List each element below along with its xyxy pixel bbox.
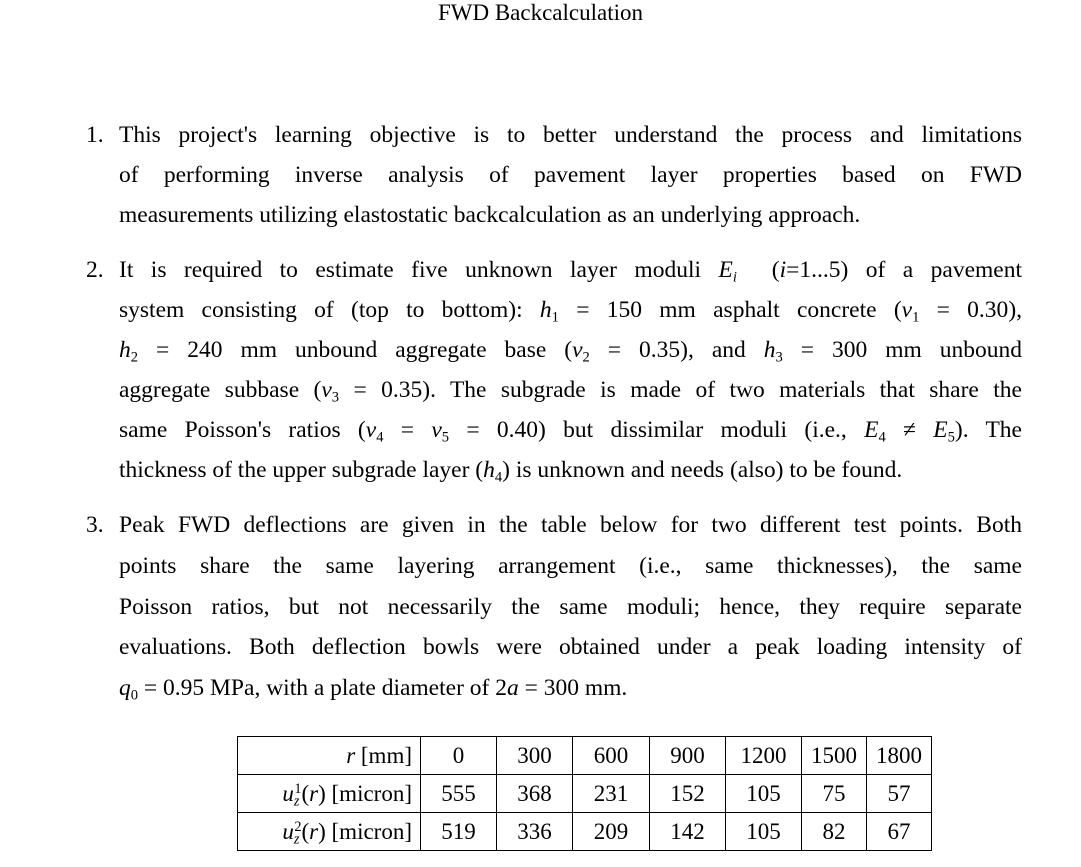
item-number: 3. [86, 512, 104, 538]
text-run: aggregate subbase ( [119, 377, 322, 403]
header-label-cell: r [mm] [238, 737, 421, 775]
math-e45: $E_4 \ne E_5$ [864, 417, 955, 446]
item-2-line-6 [119, 450, 1022, 490]
r-value-cell: 0 [421, 737, 497, 775]
table-cell: 519 [421, 813, 497, 851]
math-diameter: 2a = 300 mm [495, 675, 622, 701]
table-row [238, 775, 932, 813]
item-3-line-1: Peak FWD deflections are given in the table below for two different test points. Both [119, 512, 1022, 538]
text-run: ) is unknown and needs (also) to be found. [502, 457, 903, 483]
item-2-line-1 [119, 250, 1022, 290]
item-2-line-5 [119, 410, 1022, 450]
table-cell: 57 [867, 775, 932, 813]
item-number: 2. [86, 257, 104, 283]
r-value-cell: 300 [497, 737, 573, 775]
table-cell: 142 [650, 813, 726, 851]
item-number: 1. [86, 122, 104, 148]
text-run: ), [1008, 297, 1023, 323]
r-value-cell: 1800 [867, 737, 932, 775]
table-cell: 368 [497, 775, 573, 813]
table-cell: 231 [573, 775, 650, 813]
r-value-cell: 900 [650, 737, 726, 775]
list-item-1 [86, 115, 1022, 235]
math-nu1: $\nu_1 = 0.30$ [901, 297, 1009, 326]
math-nu2: $\nu_2 = 0.35$ [572, 337, 681, 366]
math-moduli: $E_i$ (i=1...5) [718, 257, 849, 286]
item-3-line-5 [119, 668, 1022, 708]
list-item-3 [86, 505, 1022, 710]
table-cell: 67 [867, 813, 932, 851]
table-cell: 82 [802, 813, 867, 851]
text-run: of a pavement [865, 257, 1023, 283]
text-run: unbound [939, 337, 1023, 363]
text-run: . [621, 675, 628, 701]
table-cell: 105 [726, 813, 802, 851]
text-run: system consisting of (top to bottom): [119, 297, 523, 323]
r-value-cell: 1500 [802, 737, 867, 775]
page-title: FWD Backcalculation [437, 0, 643, 25]
table-row [238, 813, 932, 851]
math-h1: $h_1 = 150$ mm [539, 297, 696, 326]
item-1-line-2: of performing inverse analysis of pavement layer properties based on FWD [119, 162, 1022, 188]
text-run: , with a plate diameter of [254, 675, 490, 701]
text-run: same Poisson's ratios ( [119, 417, 366, 443]
table-cell: 75 [802, 775, 867, 813]
text-run: ) but dissimilar moduli (i.e., [538, 417, 847, 443]
table-cell: 555 [421, 775, 497, 813]
item-2-line-2 [119, 290, 1022, 330]
text-run: unbound aggregate base ( [295, 337, 573, 363]
row-label-cell: $u_z^1(r)$ [micron] [238, 775, 421, 813]
text-run: asphalt concrete ( [713, 297, 902, 323]
math-nu45: $\nu_4 = \nu_5 = 0.40$ [365, 417, 539, 446]
item-2-line-3 [119, 330, 1022, 370]
math-q0: $q_0 = 0.95$ MPa [119, 675, 255, 704]
deflection-table [237, 736, 932, 851]
math-h2: $h_2 = 240$ mm [119, 337, 278, 366]
item-3-line-4: evaluations. Both deflection bowls were obtained under a peak loading intensity of [119, 634, 1022, 660]
math-h4: $h_4$ [483, 457, 503, 486]
item-3-line-3: Poisson ratios, but not necessarily the same moduli; hence, they require separate [119, 594, 1022, 620]
text-run: ). The subgrade is made of two materials that share the [422, 377, 1022, 403]
table-header-row [238, 737, 932, 775]
table-cell: 152 [650, 775, 726, 813]
item-2-line-4 [119, 370, 1022, 410]
r-value-cell: 1200 [726, 737, 802, 775]
r-value-cell: 600 [573, 737, 650, 775]
item-3-line-2: points share the same layering arrangement (i.e., same thicknesses), the same [119, 553, 1022, 579]
math-h3: $h_3 = 300$ mm [763, 337, 922, 366]
list-item-2 [86, 250, 1022, 494]
row-label-cell: $u_z^2(r)$ [micron] [238, 813, 421, 851]
table-cell: 209 [573, 813, 650, 851]
text-run: ), and [680, 337, 746, 363]
table-cell: 105 [726, 775, 802, 813]
text-run: thickness of the upper subgrade layer ( [119, 457, 484, 483]
text-run: ). The [954, 417, 1022, 443]
item-1-line-3: measurements utilizing elastostatic backcalculation as an underlying approach. [119, 202, 861, 228]
math-nu3: $\nu_3 = 0.35$ [321, 377, 423, 406]
item-1-line-1: This project's learning objective is to better understand the process and limitations [119, 122, 1022, 148]
text-run: It is required to estimate five unknown layer moduli [119, 257, 701, 283]
table-cell: 336 [497, 813, 573, 851]
